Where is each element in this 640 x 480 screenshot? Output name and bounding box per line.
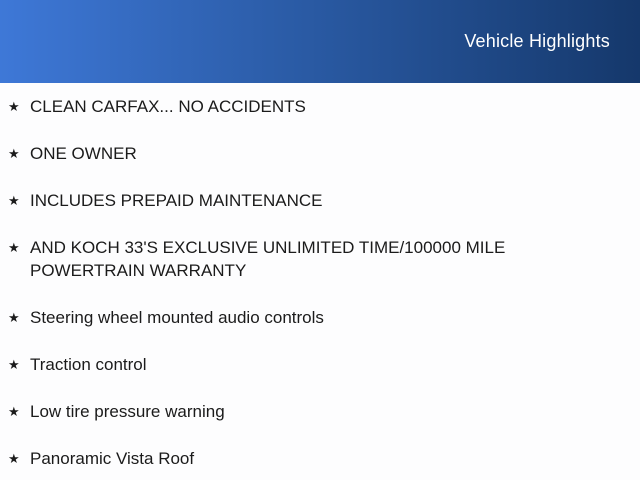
page-title: Vehicle Highlights [464,31,610,51]
star-icon: ★ [8,310,20,325]
highlight-text: Traction control [30,355,147,374]
highlight-text: Panoramic Vista Roof [30,449,195,468]
highlight-item [8,95,630,118]
highlights-list [0,83,640,470]
star-icon: ★ [8,193,20,208]
highlight-text: Low tire pressure warning [30,402,225,421]
star-icon: ★ [8,146,20,161]
highlight-text: AND KOCH 33'S EXCLUSIVE UNLIMITED TIME/100000 MILE POWERTRAIN WARRANTY [30,238,506,280]
star-icon: ★ [8,357,20,372]
header-banner [0,0,640,83]
highlight-item [8,142,630,165]
highlight-item [8,447,630,470]
star-icon: ★ [8,99,20,114]
highlight-text: ONE OWNER [30,144,137,163]
highlight-text: Steering wheel mounted audio controls [30,308,324,327]
highlight-item [8,189,630,212]
highlight-item [8,400,630,423]
star-icon: ★ [8,240,20,255]
highlight-text: CLEAN CARFAX... NO ACCIDENTS [30,97,306,116]
star-icon: ★ [8,451,20,466]
highlight-item [8,236,630,282]
star-icon: ★ [8,404,20,419]
highlight-item [8,306,630,329]
highlight-text: INCLUDES PREPAID MAINTENANCE [30,191,323,210]
highlight-item [8,353,630,376]
